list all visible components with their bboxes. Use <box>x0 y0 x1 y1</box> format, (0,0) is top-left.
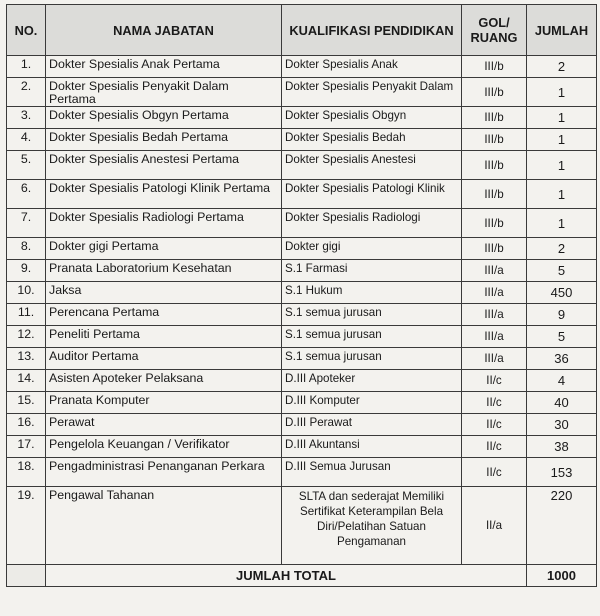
cell-jumlah: 5 <box>527 326 597 348</box>
cell-jumlah: 9 <box>527 304 597 326</box>
cell-kualifikasi: S.1 semua jurusan <box>282 304 462 326</box>
table-header <box>7 5 597 56</box>
cell-gol: III/b <box>462 209 527 238</box>
cell-nama-jabatan: Auditor Pertama <box>46 348 282 370</box>
cell-gol: III/a <box>462 304 527 326</box>
table-row <box>7 260 597 282</box>
cell-jumlah: 36 <box>527 348 597 370</box>
cell-kualifikasi: S.1 semua jurusan <box>282 326 462 348</box>
cell-kualifikasi: D.III Semua Jurusan <box>282 458 462 487</box>
table-row <box>7 458 597 487</box>
cell-gol: III/b <box>462 238 527 260</box>
cell-nama-jabatan: Asisten Apoteker Pelaksana <box>46 370 282 392</box>
cell-no: 3. <box>7 107 46 129</box>
header-nama-jabatan: NAMA JABATAN <box>46 5 282 56</box>
cell-jumlah: 1 <box>527 151 597 180</box>
cell-nama-jabatan: Pengadministrasi Penanganan Perkara <box>46 458 282 487</box>
cell-kualifikasi: SLTA dan sederajat Memiliki Sertifikat Keterampilan Bela Diri/Pelatihan Satuan Pengamanan <box>282 487 462 565</box>
cell-nama-jabatan: Dokter Spesialis Anak Pertama <box>46 56 282 78</box>
cell-gol: II/c <box>462 370 527 392</box>
cell-no: 13. <box>7 348 46 370</box>
cell-kualifikasi: Dokter Spesialis Bedah <box>282 129 462 151</box>
cell-gol: III/a <box>462 282 527 304</box>
cell-gol: III/a <box>462 348 527 370</box>
cell-nama-jabatan: Dokter Spesialis Patologi Klinik Pertama <box>46 180 282 209</box>
cell-kualifikasi: Dokter Spesialis Anestesi <box>282 151 462 180</box>
cell-jumlah: 1 <box>527 209 597 238</box>
cell-jumlah: 220 <box>527 487 597 565</box>
cell-no: 6. <box>7 180 46 209</box>
cell-no: 1. <box>7 56 46 78</box>
table-row <box>7 238 597 260</box>
cell-gol: III/a <box>462 326 527 348</box>
cell-kualifikasi: Dokter Spesialis Radiologi <box>282 209 462 238</box>
total-value: 1000 <box>527 565 597 587</box>
cell-nama-jabatan: Dokter gigi Pertama <box>46 238 282 260</box>
cell-nama-jabatan: Pranata Komputer <box>46 392 282 414</box>
cell-gol: III/b <box>462 107 527 129</box>
cell-kualifikasi: S.1 semua jurusan <box>282 348 462 370</box>
cell-jumlah: 4 <box>527 370 597 392</box>
cell-jumlah: 5 <box>527 260 597 282</box>
cell-no: 14. <box>7 370 46 392</box>
cell-no: 15. <box>7 392 46 414</box>
header-no: NO. <box>7 5 46 56</box>
table-row <box>7 436 597 458</box>
cell-jumlah: 1 <box>527 78 597 107</box>
cell-no: 17. <box>7 436 46 458</box>
cell-jumlah: 1 <box>527 180 597 209</box>
cell-nama-jabatan: Pranata Laboratorium Kesehatan <box>46 260 282 282</box>
cell-no: 11. <box>7 304 46 326</box>
cell-nama-jabatan: Dokter Spesialis Bedah Pertama <box>46 129 282 151</box>
cell-nama-jabatan: Pengawal Tahanan <box>46 487 282 565</box>
table-row <box>7 78 597 107</box>
cell-no: 2. <box>7 78 46 107</box>
cell-kualifikasi: D.III Perawat <box>282 414 462 436</box>
cell-gol: II/a <box>462 487 527 565</box>
table-row <box>7 326 597 348</box>
cell-nama-jabatan: Perawat <box>46 414 282 436</box>
table-row <box>7 370 597 392</box>
header-gol-ruang: GOL/ RUANG <box>462 5 527 56</box>
table-row <box>7 282 597 304</box>
cell-kualifikasi: D.III Apoteker <box>282 370 462 392</box>
cell-gol: II/c <box>462 414 527 436</box>
header-jumlah: JUMLAH <box>527 5 597 56</box>
cell-no: 8. <box>7 238 46 260</box>
cell-jumlah: 38 <box>527 436 597 458</box>
cell-jumlah: 40 <box>527 392 597 414</box>
cell-nama-jabatan: Dokter Spesialis Radiologi Pertama <box>46 209 282 238</box>
cell-gol: III/b <box>462 129 527 151</box>
table-row <box>7 151 597 180</box>
cell-jumlah: 450 <box>527 282 597 304</box>
table-row <box>7 348 597 370</box>
cell-no: 16. <box>7 414 46 436</box>
table-row <box>7 209 597 238</box>
table-row <box>7 414 597 436</box>
cell-no: 4. <box>7 129 46 151</box>
cell-no: 19. <box>7 487 46 565</box>
cell-kualifikasi: Dokter gigi <box>282 238 462 260</box>
cell-gol: III/b <box>462 180 527 209</box>
cell-nama-jabatan: Perencana Pertama <box>46 304 282 326</box>
cell-jumlah: 2 <box>527 56 597 78</box>
cell-nama-jabatan: Dokter Spesialis Obgyn Pertama <box>46 107 282 129</box>
cell-nama-jabatan: Jaksa <box>46 282 282 304</box>
table-row <box>7 56 597 78</box>
cell-kualifikasi: Dokter Spesialis Anak <box>282 56 462 78</box>
cell-nama-jabatan: Peneliti Pertama <box>46 326 282 348</box>
table-row <box>7 487 597 565</box>
cell-kualifikasi: D.III Komputer <box>282 392 462 414</box>
cell-no: 5. <box>7 151 46 180</box>
cell-gol: II/c <box>462 392 527 414</box>
cell-no: 7. <box>7 209 46 238</box>
cell-kualifikasi: S.1 Farmasi <box>282 260 462 282</box>
table-row <box>7 180 597 209</box>
table-row <box>7 107 597 129</box>
cell-kualifikasi: Dokter Spesialis Patologi Klinik <box>282 180 462 209</box>
cell-jumlah: 30 <box>527 414 597 436</box>
cell-gol: III/a <box>462 260 527 282</box>
formasi-table <box>6 4 597 587</box>
cell-jumlah: 1 <box>527 129 597 151</box>
cell-gol: II/c <box>462 458 527 487</box>
cell-no: 9. <box>7 260 46 282</box>
table-row <box>7 129 597 151</box>
cell-jumlah: 153 <box>527 458 597 487</box>
cell-nama-jabatan: Pengelola Keuangan / Verifikator <box>46 436 282 458</box>
cell-no: 18. <box>7 458 46 487</box>
cell-no: 10. <box>7 282 46 304</box>
table-row <box>7 304 597 326</box>
cell-jumlah: 1 <box>527 107 597 129</box>
cell-gol: III/b <box>462 151 527 180</box>
cell-nama-jabatan: Dokter Spesialis Anestesi Pertama <box>46 151 282 180</box>
cell-gol: III/b <box>462 56 527 78</box>
cell-kualifikasi: S.1 Hukum <box>282 282 462 304</box>
header-kualifikasi: KUALIFIKASI PENDIDIKAN <box>282 5 462 56</box>
cell-gol: II/c <box>462 436 527 458</box>
total-row <box>7 565 597 587</box>
cell-jumlah: 2 <box>527 238 597 260</box>
table-row <box>7 392 597 414</box>
cell-kualifikasi: D.III Akuntansi <box>282 436 462 458</box>
total-label: JUMLAH TOTAL <box>46 565 527 587</box>
cell-no: 12. <box>7 326 46 348</box>
cell-gol: III/b <box>462 78 527 107</box>
cell-kualifikasi: Dokter Spesialis Penyakit Dalam <box>282 78 462 107</box>
cell-kualifikasi: Dokter Spesialis Obgyn <box>282 107 462 129</box>
cell-nama-jabatan: Dokter Spesialis Penyakit Dalam Pertama <box>46 78 282 107</box>
total-blank-cell <box>7 565 46 587</box>
